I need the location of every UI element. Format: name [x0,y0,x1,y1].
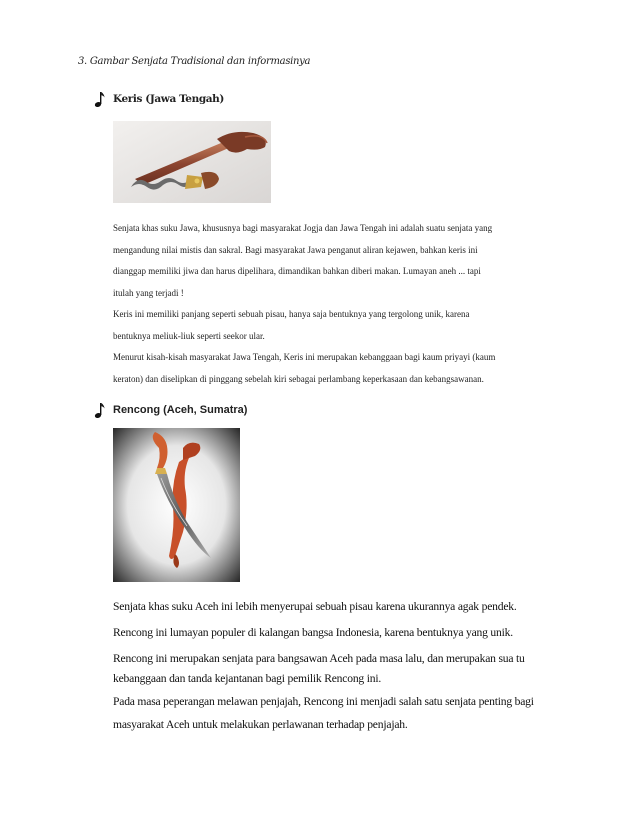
keris-description [113,218,583,390]
music-note-icon [92,402,106,420]
rencong-line: masyarakat Aceh untuk melakukan perlawanan terhadap penjajah. [113,718,408,731]
rencong-line: kebanggaan dan tanda kejantanan bagi pemilik Rencong ini. [113,672,382,685]
music-note-icon [92,91,106,109]
keris-line: dianggap memiliki jiwa dan harus dipelihara, dimandikan bahkan diberi makan. Lumayan aneh ... tapi [113,266,481,276]
keris-title: Keris (Jawa Tengah) [113,93,224,105]
section-heading: 3. Gambar Senjata Tradisional dan informasinya [78,56,311,67]
rencong-line: Senjata khas suku Aceh ini lebih menyerupai sebuah pisau karena ukurannya agak pendek. [113,600,517,613]
rencong-line: Rencong ini lumayan populer di kalangan bangsa Indonesia, karena bentuknya yang unik. [113,626,513,639]
keris-photo [113,121,271,203]
keris-line: mengandung nilai mistis dan sakral. Bagi masyarakat Jawa penganut aliran kejawen, bahkan keris ini [113,244,478,255]
rencong-description [113,597,583,735]
keris-line: itulah yang terjadi ! [113,287,184,298]
rencong-title: Rencong (Aceh, Sumatra) [113,404,248,416]
rencong-line: Rencong ini merupakan senjata para bangsawan Aceh pada masa lalu, dan merupakan sua tu [113,652,525,665]
keris-line: Menurut kisah-kisah masyarakat Jawa Tengah, Keris ini merupakan kebanggaan bagi kaum priyayi (kaum [113,352,496,362]
keris-line: bentuknya meliuk-liuk seperti seekor ular. [113,330,265,341]
keris-line: Senjata khas suku Jawa, khususnya bagi masyarakat Jogja dan Jawa Tengah ini adalah suatu senjata yang [113,223,493,233]
rencong-line: Pada masa peperangan melawan penjajah, Rencong ini menjadi salah satu senjata penting bagi [113,695,534,708]
keris-line: Keris ini memiliki panjang seperti sebuah pisau, hanya saja bentuknya yang tergolong unik, karena [113,309,470,319]
rencong-photo [113,428,240,582]
keris-line: keraton) dan diselipkan di pinggang sebelah kiri sebagai perlambang keperkasaan dan kebangsawanan. [113,373,484,384]
